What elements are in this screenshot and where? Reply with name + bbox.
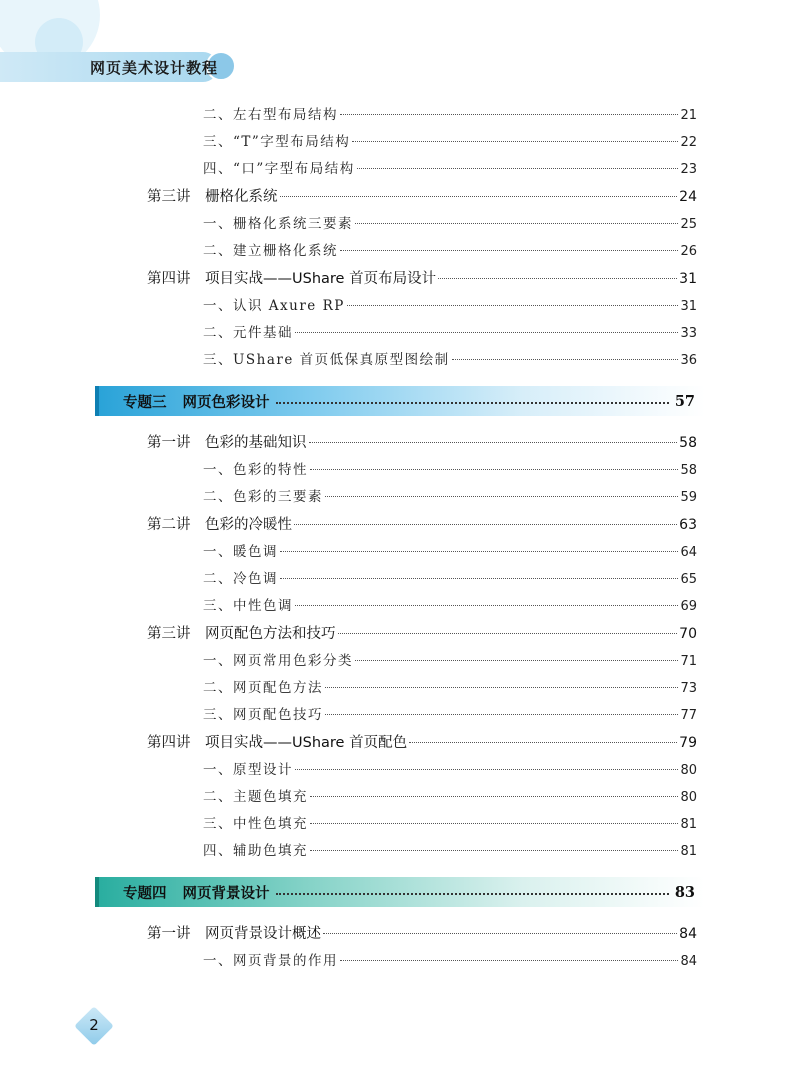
section-entry[interactable]: [203, 649, 697, 669]
page-ref: 80: [680, 790, 697, 805]
lecture-entry[interactable]: [147, 267, 697, 288]
section-entry[interactable]: [203, 321, 697, 341]
lecture-title: 网页背景设计概述: [205, 926, 321, 942]
lecture-entry[interactable]: [147, 731, 697, 752]
dot-leader: [295, 769, 678, 770]
dot-leader: [295, 332, 678, 333]
page-ref: 25: [680, 217, 697, 232]
dot-leader: [280, 196, 678, 197]
section-title: 一、网页背景的作用: [203, 953, 338, 969]
page-ref: 26: [680, 244, 697, 259]
section-entry[interactable]: [203, 239, 697, 259]
section-title: 一、色彩的特性: [203, 462, 308, 478]
section-entry[interactable]: [203, 949, 697, 969]
section-title: 三、网页配色技巧: [203, 707, 323, 723]
page-ref: 73: [680, 681, 697, 696]
dot-leader: [438, 278, 677, 279]
lecture-title: 项目实战——UShare 首页配色: [205, 735, 408, 751]
dot-leader: [280, 578, 678, 579]
page-ref: 21: [680, 108, 697, 123]
topic-number: 专题四: [123, 884, 167, 902]
page-ref: 83: [674, 883, 695, 901]
dot-leader: [347, 305, 679, 306]
section-entry[interactable]: [203, 458, 697, 478]
page-ref: 77: [680, 708, 697, 723]
page-ref: 79: [679, 735, 697, 751]
section-title: 一、网页常用色彩分类: [203, 653, 353, 669]
section-entry[interactable]: [203, 676, 697, 696]
dot-leader: [310, 823, 678, 824]
section-title: 二、建立栅格化系统: [203, 243, 338, 259]
page-number-badge: [74, 1006, 114, 1046]
lecture-title: 栅格化系统: [205, 189, 278, 205]
section-title: 三、UShare 首页低保真原型图绘制: [203, 352, 450, 368]
section-title: 一、暖色调: [203, 544, 278, 560]
section-title: 二、色彩的三要素: [203, 489, 323, 505]
section-entry[interactable]: [203, 703, 697, 723]
dot-leader: [340, 250, 678, 251]
section-title: 三、中性色填充: [203, 816, 308, 832]
section-entry[interactable]: [203, 485, 697, 505]
section-entry[interactable]: [203, 812, 697, 832]
dot-leader: [310, 796, 678, 797]
dot-leader: [294, 524, 677, 525]
section-entry[interactable]: [203, 758, 697, 778]
lecture-entry[interactable]: [147, 922, 697, 943]
page-ref: 71: [680, 654, 697, 669]
section-title: 二、网页配色方法: [203, 680, 323, 696]
section-title: 二、元件基础: [203, 325, 293, 341]
section-title: 二、冷色调: [203, 571, 278, 587]
topic-title: 网页色彩设计: [182, 393, 270, 411]
section-title: 三、中性色调: [203, 598, 293, 614]
dot-leader: [325, 496, 678, 497]
dot-leader: [325, 714, 678, 715]
page-ref: 69: [680, 599, 697, 614]
lecture-number: 第四讲: [147, 271, 191, 287]
topic-title: 网页背景设计: [182, 884, 270, 902]
dot-leader: [452, 359, 679, 360]
dot-leader: [357, 168, 679, 169]
dot-leader: [325, 687, 678, 688]
dot-leader: [409, 742, 677, 743]
page-ref: 23: [680, 162, 697, 177]
page-ref: 59: [680, 490, 697, 505]
page-ref: 33: [680, 326, 697, 341]
page-ref: 80: [680, 763, 697, 778]
page-ref: 81: [680, 844, 697, 859]
lecture-entry[interactable]: [147, 622, 697, 643]
topic-number: 专题三: [123, 393, 167, 411]
section-entry[interactable]: [203, 785, 697, 805]
section-entry[interactable]: [203, 540, 697, 560]
lecture-entry[interactable]: [147, 185, 697, 206]
section-entry[interactable]: [203, 130, 697, 150]
section-title: 一、认识 Axure RP: [203, 298, 345, 314]
dot-leader: [352, 141, 678, 142]
page-header: [0, 0, 800, 110]
dot-leader: [276, 893, 669, 895]
dot-leader: [276, 402, 669, 404]
page-ref: 64: [680, 545, 697, 560]
dot-leader: [340, 114, 678, 115]
page-ref: 36: [680, 353, 697, 368]
page-ref: 81: [680, 817, 697, 832]
section-entry[interactable]: [203, 212, 697, 232]
page-number: 2: [89, 1016, 99, 1034]
page-ref: 65: [680, 572, 697, 587]
page-ref: 31: [679, 271, 697, 287]
page-ref: 84: [680, 954, 697, 969]
dot-leader: [323, 933, 677, 934]
dot-leader: [295, 605, 678, 606]
section-entry[interactable]: [203, 839, 697, 859]
lecture-title: 色彩的冷暖性: [205, 517, 292, 533]
lecture-title: 色彩的基础知识: [205, 435, 307, 451]
section-title: 四、辅助色填充: [203, 843, 308, 859]
dot-leader: [280, 551, 678, 552]
lecture-number: 第一讲: [147, 435, 191, 451]
topic-heading[interactable]: [95, 386, 705, 416]
page-ref: 24: [679, 189, 697, 205]
dot-leader: [355, 660, 678, 661]
dot-leader: [340, 960, 678, 961]
section-title: 三、“T”字型布局结构: [203, 134, 351, 150]
lecture-number: 第三讲: [147, 626, 191, 642]
page-ref: 31: [680, 299, 697, 314]
lecture-number: 第一讲: [147, 926, 191, 942]
dot-leader: [355, 223, 678, 224]
page-ref: 57: [674, 392, 695, 410]
section-entry[interactable]: [203, 294, 697, 314]
section-title: 一、原型设计: [203, 762, 293, 778]
section-title: 二、左右型布局结构: [203, 107, 338, 123]
section-title: 二、主题色填充: [203, 789, 308, 805]
page-ref: 58: [680, 463, 697, 478]
topic-heading[interactable]: [95, 877, 705, 907]
page-ref: 84: [679, 926, 697, 942]
dot-leader: [338, 633, 678, 634]
dot-leader: [310, 469, 678, 470]
dot-leader: [310, 850, 678, 851]
section-title: 一、栅格化系统三要素: [203, 216, 353, 232]
lecture-title: 项目实战——UShare 首页布局设计: [205, 271, 437, 287]
section-entry[interactable]: [203, 157, 697, 177]
section-entry[interactable]: [203, 567, 697, 587]
page-ref: 63: [679, 517, 697, 533]
lecture-entry[interactable]: [147, 513, 697, 534]
lecture-number: 第二讲: [147, 517, 191, 533]
section-title: 四、“口”字型布局结构: [203, 161, 355, 177]
page-ref: 22: [680, 135, 697, 150]
page-ref: 70: [679, 626, 697, 642]
section-entry[interactable]: [203, 348, 697, 368]
lecture-number: 第四讲: [147, 735, 191, 751]
section-entry[interactable]: [203, 594, 697, 614]
lecture-number: 第三讲: [147, 189, 191, 205]
book-title: 网页美术设计教程: [90, 59, 219, 77]
section-entry[interactable]: [203, 103, 697, 123]
dot-leader: [309, 442, 678, 443]
page-ref: 58: [679, 435, 697, 451]
lecture-entry[interactable]: [147, 431, 697, 452]
lecture-title: 网页配色方法和技巧: [205, 626, 336, 642]
